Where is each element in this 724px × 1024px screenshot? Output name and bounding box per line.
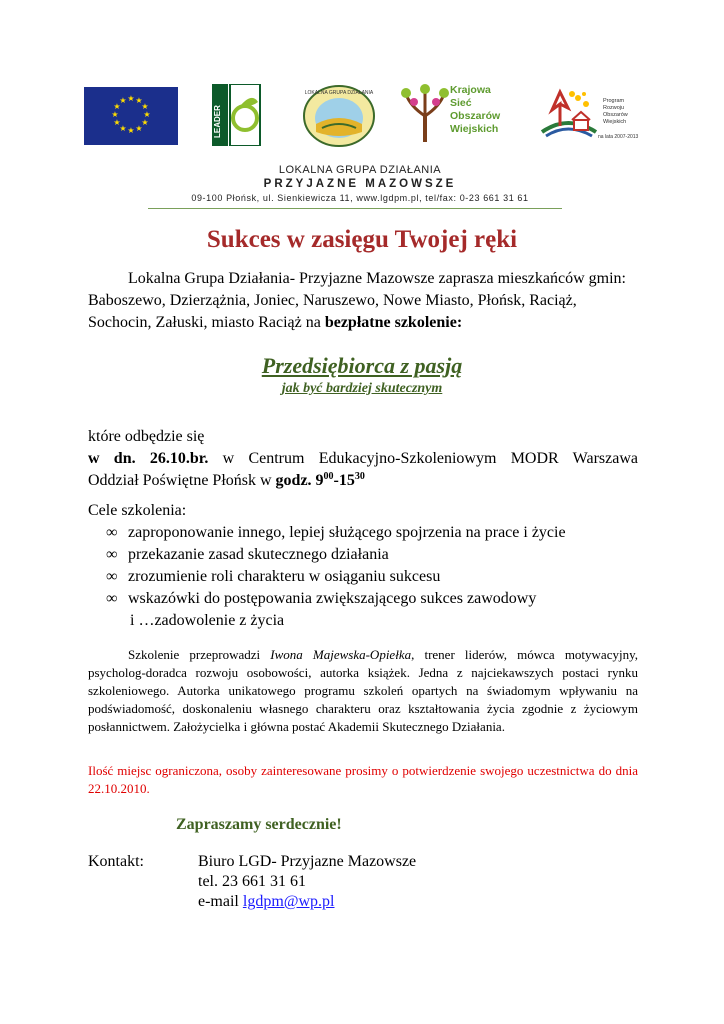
training-subtitle: jak być bardziej skutecznym (281, 381, 443, 396)
svg-text:★: ★ (143, 110, 151, 119)
svg-text:★: ★ (135, 96, 143, 105)
event-time-line (88, 470, 638, 492)
svg-text:★: ★ (113, 102, 121, 111)
event-place-2: Oddział Poświętne Płońsk w (88, 472, 276, 489)
lgd-logo (302, 84, 376, 148)
org-name-line: LOKALNA GRUPA DZIAŁANIA (278, 164, 442, 176)
contact-email-line: e-mail lgdpm@wp.pl (198, 893, 335, 910)
infinity-bullet-icon: ∞ (106, 590, 118, 607)
svg-text:★: ★ (111, 110, 119, 119)
leader-logo (212, 84, 316, 146)
svg-text:★: ★ (119, 96, 127, 105)
svg-text:★: ★ (141, 118, 149, 127)
intro-bold: bezpłatne szkolenie: (324, 314, 463, 331)
prow-logo (538, 84, 648, 146)
training-title: Przedsiębiorca z pasją (261, 353, 463, 378)
header-divider (148, 208, 562, 209)
event-date-line (88, 448, 638, 470)
event-details (88, 426, 638, 492)
training-heading (0, 352, 724, 398)
goals-heading: Cele szkolenia: (88, 502, 187, 519)
svg-text:★: ★ (135, 124, 143, 133)
list-item-continuation: i …zadowolenie z życia (130, 612, 285, 629)
prow-line: Rozwoju (603, 105, 625, 111)
invitation: Zapraszamy serdecznie! (176, 816, 342, 833)
event-place: w Centrum Edukacyjno-Szkoleniowym MODR Warszawa (208, 450, 638, 467)
ksow-line: Krajowa (450, 84, 491, 96)
list-item: ∞ przekazanie zasad skutecznego działania (88, 544, 638, 566)
infinity-bullet-icon: ∞ (106, 568, 118, 585)
lgd-logo-text: LOKALNA GRUPA DZIAŁANIA (304, 90, 374, 96)
ksow-line: Obszarów (450, 110, 501, 122)
tree-icon (400, 84, 450, 146)
list-item: ∞ zaproponowanie innego, lepiej służącego spojrzenia na prace i życie (88, 522, 638, 544)
org-address: 09-100 Płońsk, ul. Sienkiewicza 11, www.lgdpm.pl, tel/fax: 0-23 661 31 61 (191, 193, 529, 203)
leader-text: LEADER (213, 105, 222, 138)
svg-text:★: ★ (127, 126, 135, 135)
prow-line: Obszarów (603, 112, 628, 118)
intro-text: Lokalna Grupa Działania- Przyjazne Mazowsze zaprasza mieszkańców gmin: Baboszewo, Dzierzążnia, Joniec, Naruszewo, Nowe Miasto, Płońsk, Raciąż, Sochocin, Załuski, miasto Raciąż na (88, 270, 626, 331)
page-title: Sukces w zasięgu Twojej ręki (206, 226, 518, 253)
contact-phone: tel. 23 661 31 61 (198, 873, 306, 890)
ksow-line: Wiejskich (450, 123, 499, 135)
list-item: ∞ zrozumienie roli charakteru w osiąganiu sukcesu (88, 566, 638, 588)
event-intro: które odbędzie się (88, 428, 205, 445)
list-item: ∞ wskazówki do postępowania zwiększającego sukces zawodowy (88, 588, 638, 610)
logo-bar (84, 84, 644, 150)
trainer-description: Szkolenie przeprowadzi Iwona Majewska-Opiełka, trener liderów, mówca motywacyjny, psycholog-doradca rozwoju osobowości, autorka książek. Jedna z najciekawszych postaci rynku szkoleniowego. Autorka unikatowego programu szkoleń opartych na świadomym wpływaniu na podświadomość, doskonaleniu własnego charakteru oraz kształtowania życia zgodnie z życiowym posłannictwem. Założycielka i główna postać Akademii Skutecznego Działania. (88, 647, 638, 734)
infinity-bullet-icon: ∞ (106, 546, 118, 563)
prow-line: Wiejskich (603, 119, 627, 125)
contact-office: Biuro LGD- Przyjazne Mazowsze (198, 853, 417, 870)
org-name-bold: PRZYJAZNE MAZOWSZE (263, 178, 457, 190)
org-header (180, 163, 540, 204)
email-link[interactable]: lgdpm@wp.pl (242, 893, 335, 910)
ksow-logo (400, 84, 520, 146)
ksow-line: Sieć (450, 97, 472, 109)
prow-line: Program (603, 98, 625, 104)
intro-paragraph (88, 268, 638, 334)
eu-flag-icon (84, 87, 178, 145)
event-time: godz. $9^{00}-15^{30}$ (275, 471, 365, 489)
svg-text:★: ★ (119, 124, 127, 133)
trainer-name: Iwona Majewska-Opiełka (270, 647, 412, 662)
goals-section (88, 500, 638, 632)
svg-text:★: ★ (141, 102, 149, 111)
limited-seats-notice: Ilość miejsc ograniczona, osoby zainteresowane prosimy o potwierdzenie swojego uczestnictwa do dnia 22.10.2010. (88, 763, 638, 796)
contact-label: Kontakt: (88, 853, 144, 870)
svg-text:★: ★ (113, 118, 121, 127)
svg-text:★: ★ (127, 94, 135, 103)
event-date: w dn. 26.10.br. (88, 450, 209, 467)
infinity-bullet-icon: ∞ (106, 524, 118, 541)
prow-years: na lata 2007-2013 (598, 134, 639, 140)
